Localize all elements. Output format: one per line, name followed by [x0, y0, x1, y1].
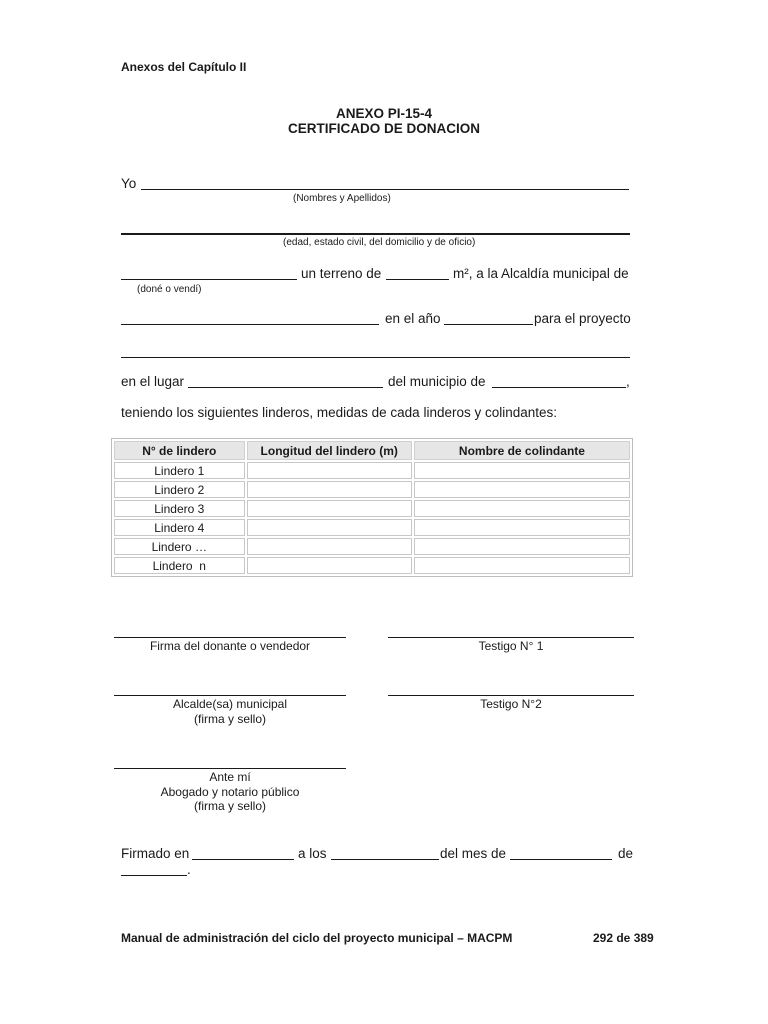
testigo2-label: Testigo N°2 [480, 697, 542, 711]
nombres-hint: (Nombres y Apellidos) [293, 193, 391, 204]
chapter-header: Anexos del Capítulo II [121, 60, 247, 74]
blank-line-1 [121, 324, 379, 325]
page-number: 292 de 389 [593, 931, 654, 945]
ante-mi-label: Ante mí [209, 770, 251, 784]
linderos-intro: teniendo los siguientes linderos, medidas de cada linderos y colindantes: [121, 405, 558, 420]
lugar-line [188, 387, 383, 388]
table-row [114, 481, 630, 498]
dia-line [331, 859, 439, 860]
lindero-cell: Lindero … [114, 538, 245, 555]
annex-code: ANEXO PI-15-4 [335, 106, 433, 121]
mes-line [510, 859, 612, 860]
linderos-table [111, 438, 633, 577]
proyecto-line [121, 357, 630, 358]
alcalde-firma-sello: (firma y sello) [193, 712, 266, 726]
certificate-title: CERTIFICADO DE DONACION [288, 121, 480, 136]
testigo1-label: Testigo N° 1 [478, 639, 544, 653]
longitud-cell[interactable] [247, 557, 412, 574]
lindero-cell: Lindero n [114, 557, 245, 574]
a-los-text: a los [298, 846, 327, 861]
firmado-period: . [187, 862, 191, 877]
m2-text: m², a la Alcaldía municipal de [453, 266, 629, 281]
municipio-text: del municipio de [388, 374, 486, 389]
longitud-cell[interactable] [247, 481, 412, 498]
table-row [114, 538, 630, 555]
de-text: de [618, 846, 634, 861]
testigo1-signature-line [388, 637, 634, 638]
colindante-cell[interactable] [414, 500, 630, 517]
notario-signature-line [114, 768, 346, 769]
yo-label: Yo [121, 176, 137, 191]
lugar-text: en el lugar [121, 374, 185, 389]
done-vendi-line [121, 279, 297, 280]
testigo2-signature-line [388, 695, 634, 696]
table-row [114, 462, 630, 479]
colindante-cell[interactable] [414, 557, 630, 574]
edad-hint: (edad, estado civil, del domicilio y de oficio) [283, 237, 476, 248]
table-row [114, 557, 630, 574]
longitud-cell[interactable] [247, 519, 412, 536]
footer-manual: Manual de administración del ciclo del proyecto municipal – MACPM [121, 931, 513, 945]
donante-signature-line [114, 637, 346, 638]
lindero-cell: Lindero 4 [114, 519, 245, 536]
proyecto-text: para el proyecto [534, 311, 631, 326]
anio-text: en el año [385, 311, 441, 326]
notario-firma-sello: (firma y sello) [193, 799, 266, 813]
table-row [114, 500, 630, 517]
colindante-cell[interactable] [414, 519, 630, 536]
alcalde-signature-line [114, 695, 346, 696]
terreno-text: un terreno de [301, 266, 382, 281]
longitud-cell[interactable] [247, 462, 412, 479]
nombres-line [141, 189, 629, 190]
anio-firma-line [121, 875, 187, 876]
municipio-comma: , [626, 374, 630, 389]
colindante-cell[interactable] [414, 462, 630, 479]
col-header-lindero: N° de lindero [114, 441, 245, 460]
firmado-lugar-line [192, 859, 294, 860]
edad-line [121, 233, 630, 235]
terreno-line [386, 279, 449, 280]
donante-label: Firma del donante o vendedor [149, 639, 311, 653]
longitud-cell[interactable] [247, 538, 412, 555]
municipio-line [492, 387, 626, 388]
col-header-colindante: Nombre de colindante [414, 441, 630, 460]
longitud-cell[interactable] [247, 500, 412, 517]
del-mes-text: del mes de [440, 846, 507, 861]
abogado-label: Abogado y notario público [160, 785, 300, 799]
colindante-cell[interactable] [414, 481, 630, 498]
colindante-cell[interactable] [414, 538, 630, 555]
lindero-cell: Lindero 3 [114, 500, 245, 517]
col-header-longitud: Longitud del lindero (m) [247, 441, 412, 460]
anio-line [444, 324, 533, 325]
done-hint: (doné o vendí) [137, 284, 202, 295]
alcalde-label: Alcalde(sa) municipal [172, 697, 288, 711]
table-header-row [114, 441, 630, 460]
table-row [114, 519, 630, 536]
lindero-cell: Lindero 2 [114, 481, 245, 498]
lindero-cell: Lindero 1 [114, 462, 245, 479]
firmado-en-text: Firmado en [121, 846, 190, 861]
